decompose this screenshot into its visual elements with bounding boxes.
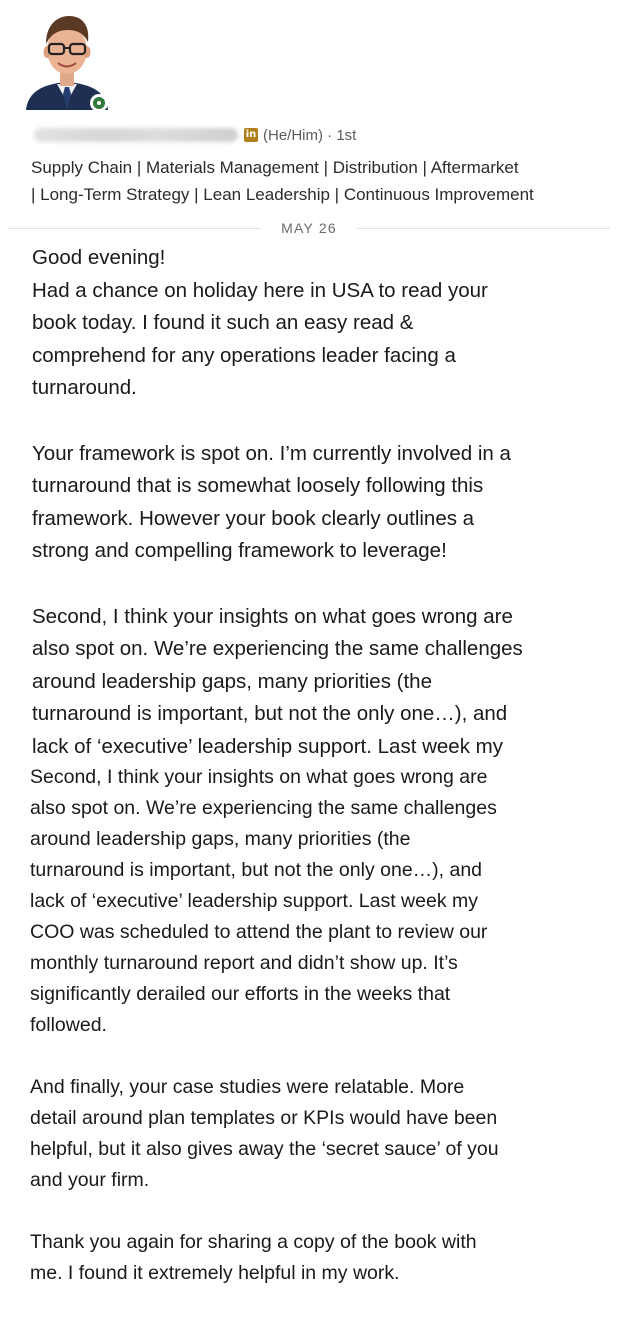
- linkedin-premium-icon: in: [245, 129, 257, 140]
- message-paragraph-3-repeat: Second, I think your insights on what goes wrong are also spot on. We’re experiencing the same challenges around leadership gaps, many priorities (the turnaround is important, but not the only one…), and lack of ‘executive’ leadership support. Last week my COO was scheduled to attend the plant to review our monthly turnaround report and didn’t show up. It’s significantly derailed our efforts in the weeks that followed.: [30, 766, 497, 1036]
- message-body-part-2: [30, 762, 590, 1289]
- headline-line-1: Supply Chain | Materials Management | Distribution | Aftermarket: [31, 158, 519, 177]
- sender-headline: [31, 154, 611, 208]
- divider-rule-left: [8, 228, 261, 229]
- date-divider: [8, 216, 610, 240]
- online-status-icon: [90, 94, 108, 112]
- blurred-sender-name[interactable]: [34, 128, 238, 142]
- message-body-part-1: [32, 242, 592, 763]
- message-paragraph-1: Good evening! Had a chance on holiday here in USA to read your book today. I found it such an easy read & comprehend for any operations leader facing a turnaround.: [32, 246, 488, 399]
- pronouns-connection-degree: (He/Him) · 1st: [263, 126, 357, 144]
- headline-line-2: | Long-Term Strategy | Lean Leadership | Continuous Improvement: [31, 185, 534, 204]
- divider-rule-right: [357, 228, 610, 229]
- message-paragraph-3: Second, I think your insights on what goes wrong are also spot on. We’re experiencing the same challenges around leadership gaps, many priorities (the turnaround is important, but not the only one…), and lack of ‘executive’ leadership support. Last week my: [32, 604, 523, 758]
- message-paragraph-4: And finally, your case studies were relatable. More detail around plan templates or KPIs would have been helpful, but it also gives away the ‘secret sauce’ of you and your firm.: [30, 1076, 499, 1191]
- sender-name-row: [34, 124, 356, 146]
- sender-avatar-container[interactable]: [24, 10, 110, 110]
- message-paragraph-2: Your framework is spot on. I’m currently involved in a turnaround that is somewhat loosely following this framework. However your book clearly outlines a strong and compelling framework to leverage!: [32, 441, 511, 562]
- message-paragraph-5: Thank you again for sharing a copy of the book with me. I found it extremely helpful in my work.: [30, 1231, 477, 1284]
- date-label: MAY 26: [281, 220, 337, 236]
